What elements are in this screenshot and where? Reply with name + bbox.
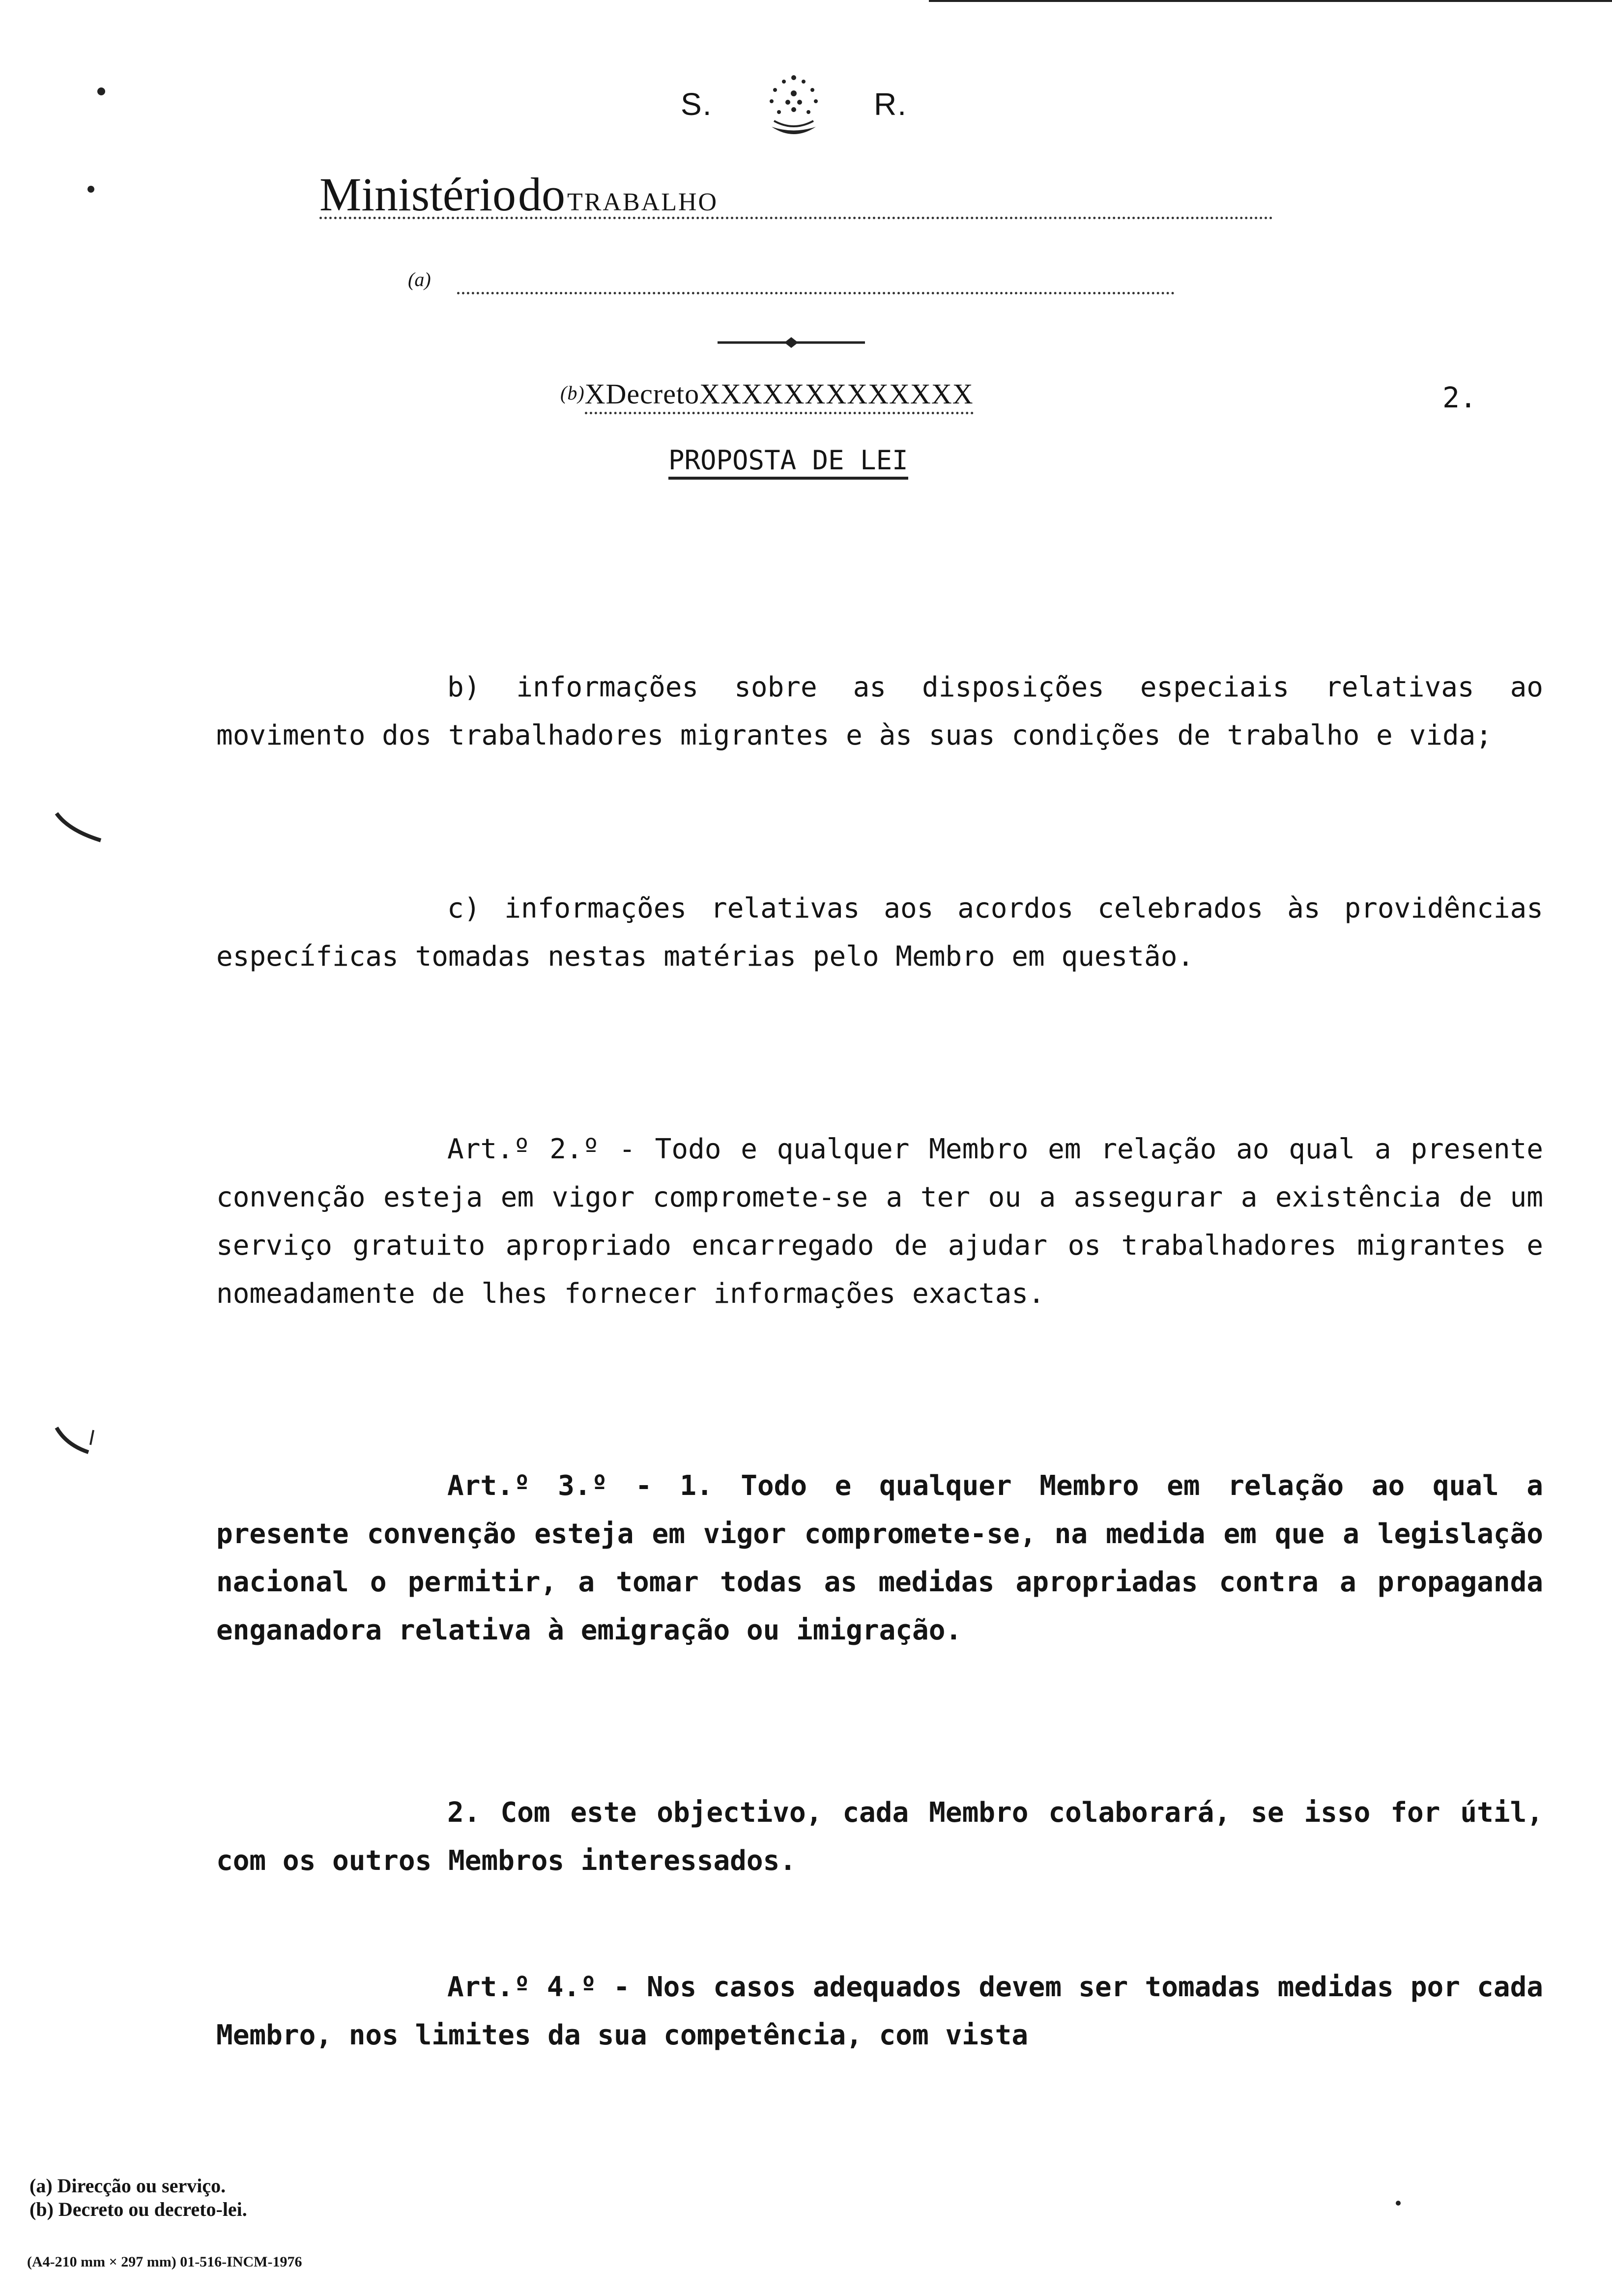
article-3-text: Art.º 3.º - 1. Todo e qualquer Membro em relação ao qual a presente convenção esteja em vigor compromete-se, na medida em que a legislação nacional o permitir, a tomar todas as medidas apropriadas contra a propaganda enganadora relativa à emigração ou imigração.: [216, 1470, 1543, 1646]
article-4: [216, 1963, 1543, 2060]
ministry-word: Ministério: [319, 168, 516, 221]
paragraph-b: [216, 663, 1543, 760]
coat-of-arms-icon: [745, 63, 843, 146]
field-b-text: XDecretoXXXXXXXXXXXXX: [585, 378, 974, 414]
margin-check-mark: [54, 811, 103, 845]
paragraph-c: [216, 885, 1543, 981]
article-4-text: Art.º 4.º - Nos casos adequados devem ser tomadas medidas por cada Membro, nos limites da sua competência, com vista: [216, 1971, 1543, 2051]
article-3-item-2: [216, 1789, 1543, 1885]
footnote-a: (a) Direcção ou serviço.: [29, 2175, 226, 2197]
field-a-label: (a): [408, 268, 431, 290]
margin-check-mark: [54, 1425, 98, 1460]
sr-letter-s: S.: [681, 86, 713, 122]
article-2-text: Art.º 2.º - Todo e qualquer Membro em relação ao qual a presente convenção esteja em vigor compromete-se a ter ou a assegurar a existência de um serviço gratuito apropriado encarregado de ajudar os trabalhadores migrantes e nomeadamente de lhes fornecer informações exactas.: [216, 1133, 1543, 1310]
ornament-divider: [718, 335, 865, 350]
ministry-line: [319, 167, 1273, 226]
scan-speck: [97, 87, 105, 95]
article-2: [216, 1125, 1543, 1318]
paragraph-b-text: b) informações sobre as disposições especiais relativas ao movimento dos trabalhadores migrantes e às suas condições de trabalho e vida;: [216, 671, 1543, 751]
ministry-name: TRABALHO: [567, 188, 719, 216]
document-title: PROPOSTA DE LEI: [668, 445, 908, 480]
scan-speck: [1396, 2201, 1401, 2206]
imprint-line: (A4-210 mm × 297 mm) 01-516-INCM-1976: [27, 2254, 302, 2270]
paragraph-c-text: c) informações relativas aos acordos celebrados às providências específicas tomadas nestas matérias pelo Membro em questão.: [216, 892, 1543, 973]
ministry-dotted-line: [319, 217, 1273, 219]
article-3: [216, 1462, 1543, 1655]
footnote-b: (b) Decreto ou decreto-lei.: [29, 2198, 247, 2220]
page-number: 2.: [1442, 381, 1477, 414]
field-a-line: [408, 268, 1175, 297]
field-a-dotted-line: [457, 292, 1175, 294]
field-b-line: [560, 377, 974, 410]
sr-letter-r: R.: [874, 86, 907, 122]
ministry-de: do: [518, 168, 565, 221]
scan-speck: [87, 186, 94, 193]
field-b-label: (b): [560, 382, 585, 404]
article-3-item-2-text: 2. Com este objectivo, cada Membro colaborará, se isso for útil, com os outros Membros interessados.: [216, 1797, 1543, 1877]
top-edge-line: [929, 0, 1612, 2]
